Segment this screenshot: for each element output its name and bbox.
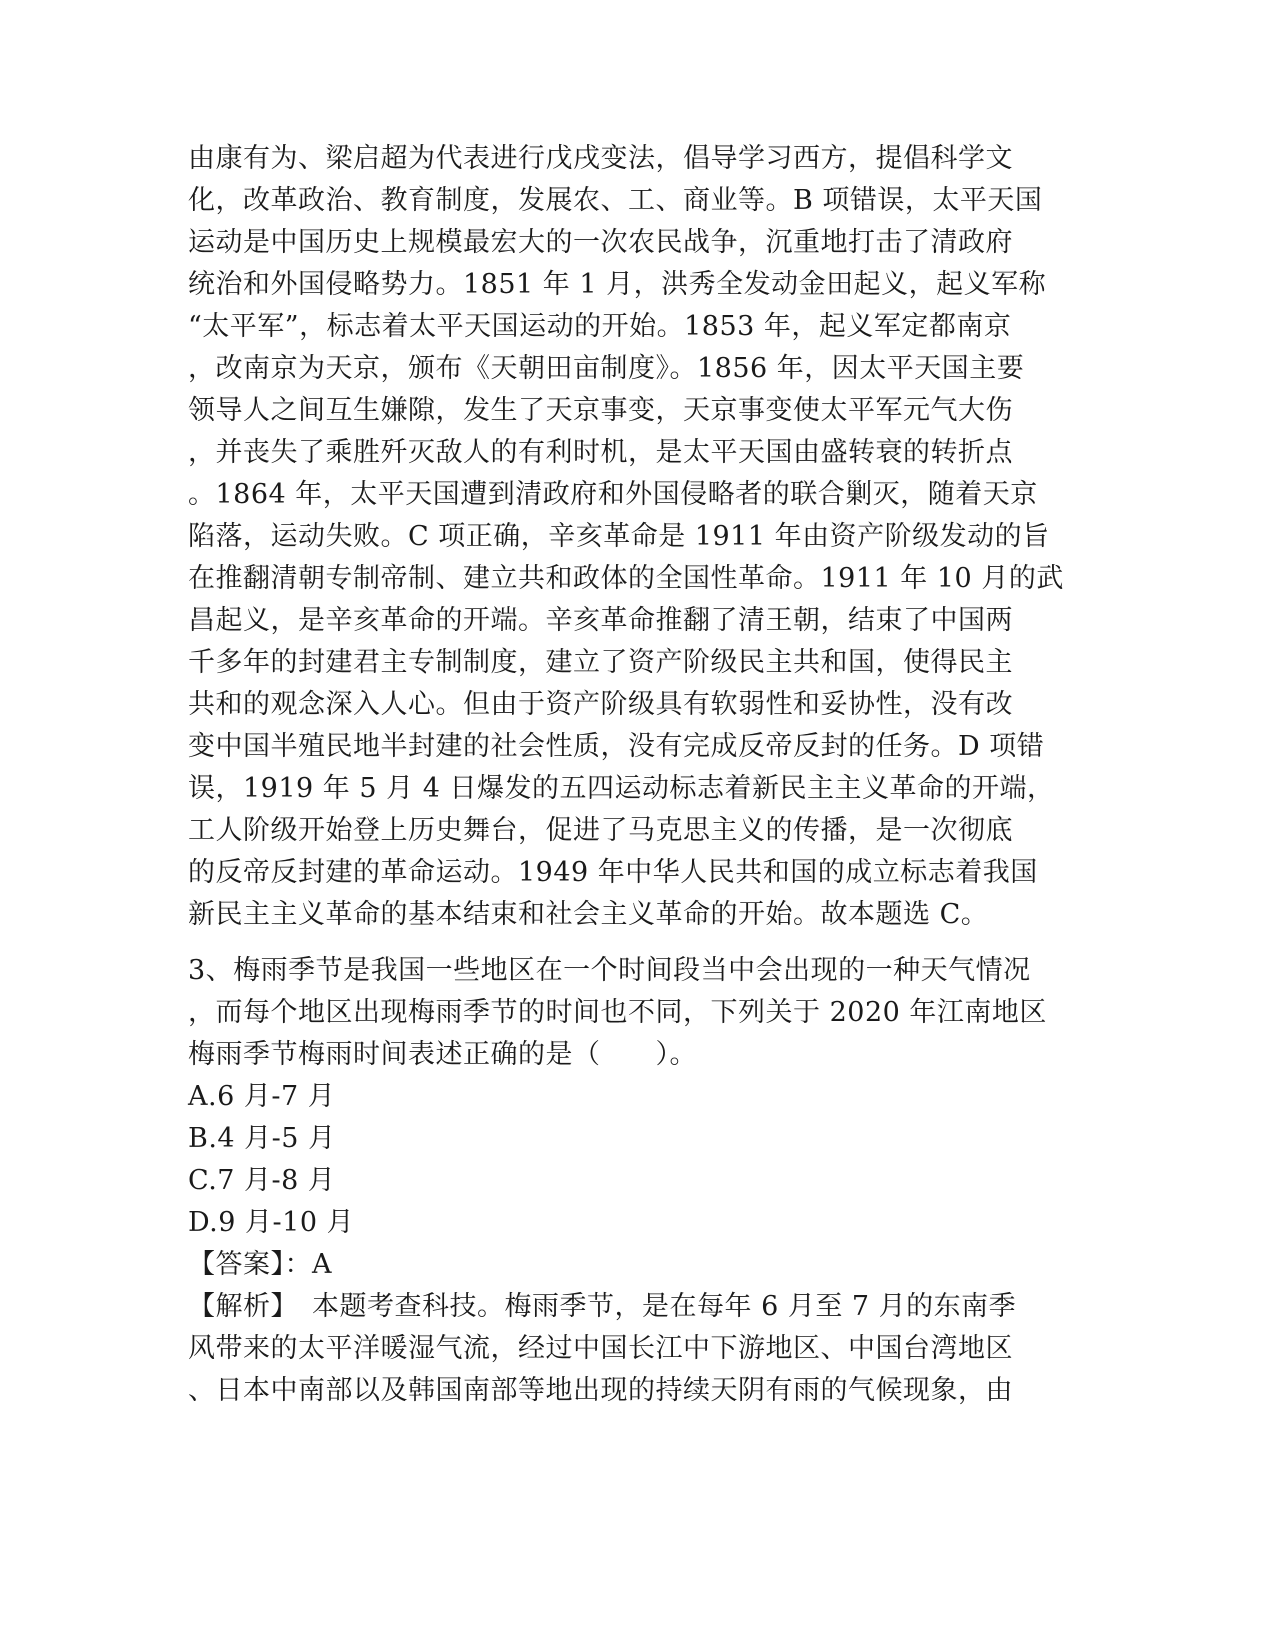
text-line: 。1864 年，太平天国遭到清政府和外国侵略者的联合剿灭，随着天京: [188, 479, 1038, 510]
text-line: 千多年的封建君主专制制度，建立了资产阶级民主共和国，使得民主: [188, 647, 1013, 678]
answer-line: 【答案】：A: [188, 1249, 332, 1280]
option-d: D.9 月-10 月: [188, 1207, 355, 1238]
option-b: B.4 月-5 月: [188, 1123, 336, 1154]
analysis-line: 【解析】 本题考查科技。梅雨季节，是在每年 6 月至 7 月的东南季: [188, 1291, 1017, 1322]
text-line: 昌起义，是辛亥革命的开端。辛亥革命推翻了清王朝，结束了中国两: [188, 605, 1013, 636]
option-a: A.6 月-7 月: [188, 1081, 336, 1112]
text-line: ，并丧失了乘胜歼灭敌人的有利时机，是太平天国由盛转衰的转折点: [188, 437, 1013, 468]
text-line: 统治和外国侵略势力。1851 年 1 月，洪秀全发动金田起义，起义军称: [188, 269, 1047, 300]
option-c: C.7 月-8 月: [188, 1165, 336, 1196]
text-line: 由康有为、梁启超为代表进行戊戌变法，倡导学习西方，提倡科学文: [188, 143, 1013, 174]
text-line: 陷落，运动失败。C 项正确，辛亥革命是 1911 年由资产阶级发动的旨: [188, 521, 1050, 552]
text-line: 领导人之间互生嫌隙，发生了天京事变，天京事变使太平军元气大伤: [188, 395, 1013, 426]
text-line: 新民主主义革命的基本结束和社会主义革命的开始。故本题选 C。: [188, 899, 989, 930]
analysis-line: 、日本中南部以及韩国南部等地出现的持续天阴有雨的气候现象，由: [188, 1375, 1013, 1406]
text-line: 共和的观念深入人心。但由于资产阶级具有软弱性和妥协性，没有改: [188, 689, 1013, 720]
question-stem-line: 梅雨季节梅雨时间表述正确的是（ ）。: [188, 1039, 697, 1070]
text-line: ，改南京为天京，颁布《天朝田亩制度》。1856 年，因太平天国主要: [188, 353, 1025, 384]
text-line: 化，改革政治、教育制度，发展农、工、商业等。B 项错误，太平天国: [188, 185, 1043, 216]
text-line: 变中国半殖民地半封建的社会性质，没有完成反帝反封的任务。D 项错: [188, 731, 1045, 762]
question-stem-line: ，而每个地区出现梅雨季节的时间也不同，下列关于 2020 年江南地区: [188, 997, 1047, 1028]
text-line: 误，1919 年 5 月 4 日爆发的五四运动标志着新民主主义革命的开端，: [188, 773, 1055, 804]
text-line: 在推翻清朝专制帝制、建立共和政体的全国性革命。1911 年 10 月的武: [188, 563, 1064, 594]
text-line: 工人阶级开始登上历史舞台，促进了马克思主义的传播，是一次彻底: [188, 815, 1013, 846]
text-line: 运动是中国历史上规模最宏大的一次农民战争，沉重地打击了清政府: [188, 227, 1013, 258]
text-line: “太平军”，标志着太平天国运动的开始。1853 年，起义军定都南京: [188, 311, 1012, 342]
text-line: 的反帝反封建的革命运动。1949 年中华人民共和国的成立标志着我国: [188, 857, 1038, 888]
analysis-line: 风带来的太平洋暖湿气流，经过中国长江中下游地区、中国台湾地区: [188, 1333, 1013, 1364]
question-stem-line: 3、梅雨季节是我国一些地区在一个时间段当中会出现的一种天气情况: [188, 955, 1031, 986]
